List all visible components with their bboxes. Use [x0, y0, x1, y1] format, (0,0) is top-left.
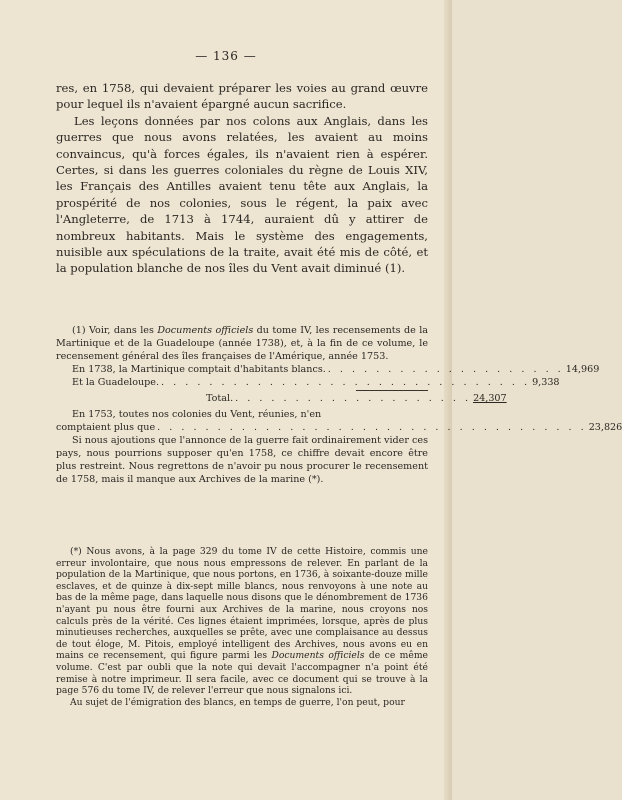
footnote-1-intro-text-b: du tome IV, les recensements de la Martinique et de la Guadeloupe (année 1738), et, à la fin de ce volume, le recensement général des îles françaises de l'Amérique, année 1753. [56, 325, 429, 362]
total-label: Total. [206, 393, 234, 404]
leader-dots: . . . . . . . . . . . . . . . . . . . . . . . . . . . . . . . . . . . . [157, 422, 587, 433]
census-row-label: comptaient plus que [56, 422, 156, 433]
census-row-label: En 1738, la Martinique comptait d'habitants blancs. [72, 364, 326, 375]
census-row-guadeloupe [56, 376, 560, 389]
footnote-2 [56, 546, 428, 708]
census-row-1753 [56, 421, 622, 434]
footnote-1 [56, 324, 622, 486]
census-row-label: Et la Guadeloupe. [72, 377, 160, 388]
footnote-2-italic: Documents officiels [271, 650, 365, 662]
total-value: 24,307 [473, 393, 507, 404]
leader-dots: . . . . . . . . . . . . . . . . . . . . [327, 364, 564, 375]
leader-dots: . . . . . . . . . . . . . . . . . . . . [235, 393, 472, 404]
census-row-value: 14,969 [565, 364, 600, 375]
census-total-row [56, 392, 507, 405]
footnote-1-para-3: Si nous ajoutions que l'annonce de la guerre fait ordinairement vider ces pays, nous pourrions supposer qu'en 1758, ce chiffre devait encore être plus restreint. Nous regrettons de n'avoir pu nous procurer le recensement de 1758, mais il manque aux Archives de la marine (*). [56, 435, 428, 485]
footnote-2-text-a: (*) Nous avons, à la page 329 du tome IV de cette Histoire, commis une erreur involontaire, que nous nous empressons de relever. En parlant de la population de la Martinique, que nous portons, en 1736, à soixante-douze mille esclaves, et de quinze à dix-sept mille blancs, nous renvoyons à une note au bas de la même page, dans laquelle nous disons que le dénombrement de 1736 n'ayant pu nous être fourni aux Archives de la marine, nous croyons nos calculs près de la vérité. Ces lignes étaient imprimées, lorsque, après de plus minutieuses recherches, auxquelles se prête, avec une complaisance au dessus de tout éloge, M. Pitois, employé intelligent des Archives, nous avons eu en mains ce recensement, qui figure parmi les [56, 546, 428, 662]
main-paragraph-2: Les leçons données par nos colons aux Anglais, dans les guerres que nous avons relatées, les avaient au moins convaincus, qu'à forces égales, ils n'avaient rien à espérer. Certes, si dans les guerres coloniales du règne de Louis XIV, les Français des Antilles avaient tenu tête aux Anglais, la prospérité de nos colonies, sous le régent, la paix avec l'Angleterre, de 1713 à 1744, auraient dû y attirer de nombreux habitants. Mais le système des engagements, nuisible aux spéculations de la traite, avait été mis de côté, et la population blanche de nos îles du Vent avait diminué (1). [56, 113, 428, 276]
footnote-1-intro-text-a: (1) Voir, dans les [72, 325, 158, 336]
sum-rule [356, 390, 428, 391]
footnote-2-text-b: de ce même volume. C'est par oubli que la note qui devait l'accompagner n'a point été remise à notre imprimeur. Il sera facile, avec ce document qui se trouve à la page 576 du tome IV, de relever l'erreur que nous signalons ici. [56, 650, 428, 697]
main-paragraph-1: res, en 1758, qui devaient préparer les voies au grand œuvre pour lequel ils n'avaient épargné aucun sacrifice. [56, 81, 428, 112]
footnote-1-para-2-line-1: En 1753, toutes nos colonies du Vent, réunies, n'en [72, 409, 322, 420]
page-number: — 136 — [195, 49, 257, 63]
census-row-value: 9,338 [532, 377, 560, 388]
census-row-value: 23,826 [588, 422, 622, 433]
footnote-2-text [56, 546, 428, 697]
census-row-martinique [56, 363, 600, 376]
footnote-2-last-line: Au sujet de l'émigration des blancs, en temps de guerre, l'on peut, pour [70, 696, 405, 708]
footnote-1-intro [56, 324, 428, 363]
main-text [56, 80, 428, 277]
footnote-1-intro-italic: Documents officiels [157, 325, 254, 336]
leader-dots: . . . . . . . . . . . . . . . . . . . . . . . . . . . . . . . [161, 377, 531, 388]
